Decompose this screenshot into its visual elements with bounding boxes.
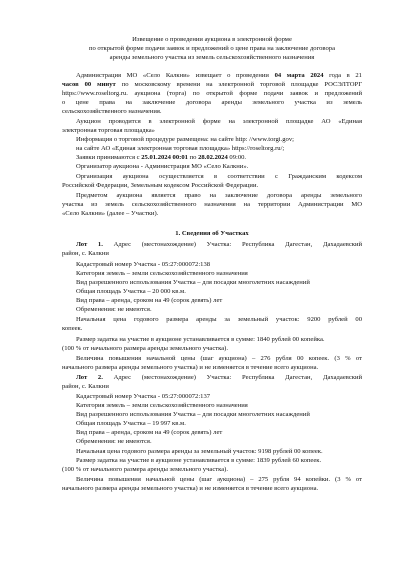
organizer-line: Организатор аукциона - Администрация МО «Село Калкни». (76, 163, 249, 170)
lot-1-step-cont: начального размера аренды земельного участка) и не изменяется в течение всего аукциона. (62, 364, 319, 371)
lot-2-cadastral: Кадастровый номер Участка - 05:27:000072:137 (76, 393, 211, 400)
lot-1-price-cont: копеек. (62, 325, 83, 332)
application-dates: Заявки принимаются с 25.01.2024 00:01 по 28.02.2024 09:00. (76, 154, 247, 161)
notice-title-line-1: Извещение о проведении аукциона в электронной форме (132, 36, 292, 43)
lot-2-address: Лот 2. Адрес (местонахождение) Участка: Республика Дагестан, Дахадаевский (76, 374, 363, 381)
lot-2-deposit: Размер задатка на участие в аукционе устанавливается в сумме: 1839 рублей 60 копеек. (76, 457, 322, 464)
lot-2-deposit-cont: (100 % от начального размера аренды земельного участка). (62, 466, 228, 473)
lot-1-encumbrance: Обременения: не имеются. (76, 306, 152, 313)
subject-line: Предметом аукциона является право на заключение договора аренды земельного (76, 192, 362, 199)
lot-1-right: Вид права – аренда, сроком на 49 (сорок девять) лет (76, 297, 223, 304)
lot-1-area: Общая площадь Участка – 20 000 кв.м. (76, 288, 186, 295)
notice-title-line-3: аренды земельного участка из земель сельскохозяйственного назначения (109, 54, 315, 61)
intro-paragraph-line: Администрация МО «Село Калкни» извещает о проведении 04 марта 2024 года в 21 (76, 72, 362, 79)
notice-title-line-2: по открытой форме подачи заявок и предложений о цене права на заключение договора (88, 45, 336, 52)
intro-paragraph-line: о цене права на заключение договора аренды земельного участка из земель (62, 99, 362, 106)
lot-1-deposit: Размер задатка на участие в аукционе устанавливается в сумме: 1840 рублей 00 копейка. (76, 336, 325, 343)
lot-1-use: Вид разрешенного использования Участка – для посадки многолетних насаждений (76, 279, 310, 286)
legal-basis-line: Организация аукциона осуществляется в соответствии с Гражданским кодексом (76, 173, 362, 180)
lot-1-address: Лот 1. Адрес (местонахождение) Участка: Республика Дагестан, Дахадаевский (76, 241, 363, 248)
intro-paragraph-line: электронная торговая площадка» (62, 127, 155, 134)
section-title: 1. Сведения об Участках (175, 230, 249, 237)
lot-2-step-cont: начального размера аренды земельного участка) и не изменяется в течение всего аукциона. (62, 485, 319, 492)
lot-2-right: Вид права – аренда, сроком на 49 (сорок девять) лет (76, 429, 223, 436)
lot-2-price: Начальная цена годового размера аренды за земельный участок: 9198 рублей 00 копеек. (76, 448, 323, 455)
lot-2-category: Категория земель – земли сельскохозяйственного назначения (76, 402, 248, 409)
intro-paragraph-line: сельскохозяйственного назначения. (62, 108, 162, 115)
subject-line: участка из земель сельскохозяйственного назначения на территории Администрации МО (62, 201, 362, 208)
lot-1-address-cont: район, с. Калкни (62, 250, 109, 257)
intro-paragraph-line: Аукцион проводится в электронной форме на электронной площадке АО «Единая (76, 118, 362, 125)
legal-basis-line: Российской Федерации, Земельным кодексом Российской Федерации. (62, 182, 259, 189)
info-sites-line: Информация о торговой процедуре размещена: на сайте http: //www.torgi.gov; (76, 136, 294, 143)
lot-1-cadastral: Кадастровый номер Участка - 05:27:000072:138 (76, 261, 211, 268)
info-sites-line: на сайте АО «Единая электронная торговая площадка» https://roseltorg.ru/; (76, 145, 285, 152)
lot-1-price: Начальная цена годового размера аренды за земельный участок: 9200 рублей 00 (76, 316, 362, 323)
lot-2-encumbrance: Обременения: не имеются. (76, 438, 152, 445)
lot-1-category: Категория земель – земли сельскохозяйственного назначения (76, 270, 248, 277)
subject-line: «Село Калкни» (далее – Участки). (62, 210, 159, 217)
lot-2-address-cont: район, с. Калкни (62, 383, 109, 390)
intro-paragraph-line: часов 00 минут по московскому времени на электронной торговой площадке РОСЭЛТОРГ (62, 81, 363, 88)
lot-2-step: Величина повышения начальной цены (шаг аукциона) – 275 рубля 94 копейки. (3 % от (76, 476, 362, 483)
lot-1-deposit-cont: (100 % от начального размера аренды земельного участка). (62, 345, 228, 352)
intro-paragraph-line: https://www.roseltorg.ru. аукциона (торга) по открытой форме подачи заявок и предложений (62, 90, 362, 97)
lot-2-area: Общая площадь Участка – 19 997 кв.м. (76, 420, 186, 427)
lot-2-use: Вид разрешенного использования Участка – для посадки многолетних насаждений (76, 411, 310, 418)
lot-1-step: Величина повышения начальной цены (шаг аукциона) – 276 рубля 00 копеек. (3 % от (76, 355, 362, 362)
